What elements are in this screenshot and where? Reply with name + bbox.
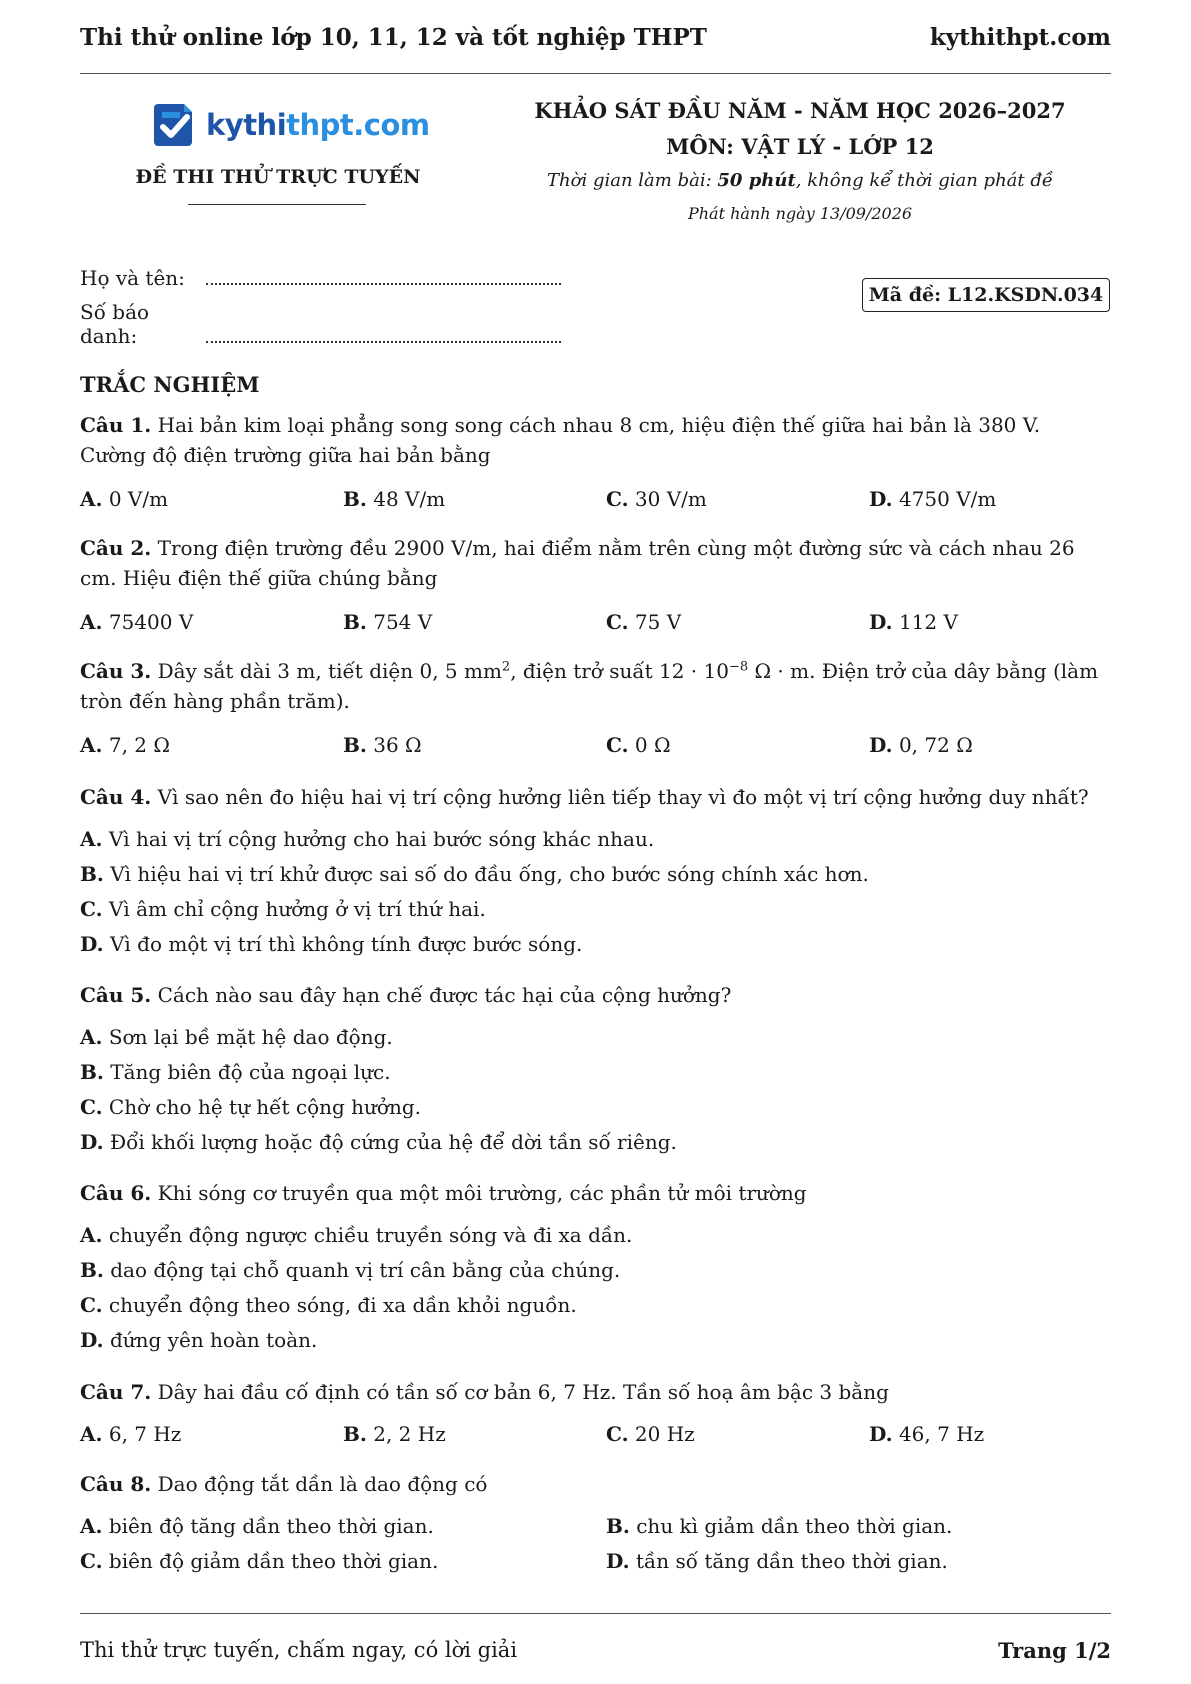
header-divider [80, 73, 1111, 74]
logo [150, 100, 430, 150]
exam-subject: MÔN: VẬT LÝ - LỚP 12 [666, 134, 934, 159]
option: A. Vì hai vị trí cộng hưởng cho hai bước sóng khác nhau. [80, 827, 655, 851]
option: B. chu kì giảm dần theo thời gian. [606, 1514, 953, 1538]
option: C. 20 Hz [606, 1422, 695, 1446]
option: D. Vì đo một vị trí thì không tính được bước sóng. [80, 932, 583, 956]
exam-release-date: Phát hành ngày 13/09/2026 [687, 204, 913, 223]
option: C. Chờ cho hệ tự hết cộng hưởng. [80, 1095, 422, 1119]
option: B. 36 Ω [343, 733, 422, 757]
option: A. 75400 V [80, 610, 194, 634]
option: D. 4750 V/m [869, 487, 997, 511]
question-3: Câu 3. Dây sắt dài 3 m, tiết diện 0, 5 $mm^2$, điện trở suất $12 \cdot 10^{-8}$ Ω · m. Điện trở của dây bằng (làm tròn đến hàng phần trăm). [80, 659, 1099, 713]
page-number: Trang 1/2 [998, 1638, 1111, 1663]
exam-code-box: Mã đề: L12.KSDN.034 [862, 278, 1110, 312]
header-title: Thi thử online lớp 10, 11, 12 và tốt nghiệp THPT [80, 24, 707, 51]
option: C. 0 Ω [606, 733, 671, 757]
exam-title: KHẢO SÁT ĐẦU NĂM - NĂM HỌC 2026–2027 [534, 98, 1066, 123]
question-2: Câu 2. Trong điện trường đều 2900 V/m, hai điểm nằm trên cùng một đường sức và cách nhau 26 cm. Hiệu điện thế giữa chúng bằng [80, 536, 1075, 590]
option: B. 2, 2 Hz [343, 1422, 446, 1446]
option: A. 0 V/m [80, 487, 169, 511]
option: A. chuyển động ngược chiều truyền sóng và đi xa dần. [80, 1223, 633, 1247]
question-6: Câu 6. Khi sóng cơ truyền qua một môi trường, các phần tử môi trường [80, 1181, 807, 1205]
exam-type: ĐỀ THI THỬ TRỰC TUYẾN [135, 166, 421, 188]
check-document-icon [150, 100, 200, 150]
option: D. 112 V [869, 610, 958, 634]
option: C. 30 V/m [606, 487, 707, 511]
option: B. Tăng biên độ của ngoại lực. [80, 1060, 391, 1084]
option: D. đứng yên hoàn toàn. [80, 1328, 318, 1352]
option: A. biên độ tăng dần theo thời gian. [80, 1514, 434, 1538]
question-8: Câu 8. Dao động tắt dần là dao động có [80, 1472, 488, 1496]
option: D. 46, 7 Hz [869, 1422, 985, 1446]
option: B. dao động tại chỗ quanh vị trí cân bằng của chúng. [80, 1258, 621, 1282]
id-field: Số báo danh: [80, 300, 561, 348]
question-1: Câu 1. Hai bản kim loại phẳng song song cách nhau 8 cm, hiệu điện thế giữa hai bản là 380 V. Cường độ điện trường giữa hai bản bằng [80, 413, 1041, 467]
option: A. 7, 2 Ω [80, 733, 170, 757]
option: D. Đổi khối lượng hoặc độ cứng của hệ để dời tần số riêng. [80, 1130, 677, 1154]
option: D. 0, 72 Ω [869, 733, 973, 757]
name-field: Họ và tên: [80, 266, 561, 290]
option: C. chuyển động theo sóng, đi xa dần khỏi nguồn. [80, 1293, 577, 1317]
header-site: kythithpt.com [929, 24, 1111, 51]
exam-type-underline [188, 204, 366, 205]
option: C. 75 V [606, 610, 682, 634]
logo-text: kythithpt.com [206, 108, 430, 142]
footer-text: Thi thử trực tuyến, chấm ngay, có lời giải [80, 1638, 518, 1662]
option: B. 48 V/m [343, 487, 446, 511]
footer-divider [80, 1613, 1111, 1614]
option: B. 754 V [343, 610, 433, 634]
option: D. tần số tăng dần theo thời gian. [606, 1549, 948, 1573]
option: A. Sơn lại bề mặt hệ dao động. [80, 1025, 393, 1049]
question-5: Câu 5. Cách nào sau đây hạn chế được tác hại của cộng hưởng? [80, 983, 732, 1007]
section-title: TRẮC NGHIỆM [80, 372, 260, 397]
option: C. biên độ giảm dần theo thời gian. [80, 1549, 439, 1573]
option: B. Vì hiệu hai vị trí khử được sai số do đầu ống, cho bước sóng chính xác hơn. [80, 862, 869, 886]
exam-time: Thời gian làm bài: 50 phút, không kể thời gian phát đề [547, 170, 1053, 191]
question-4: Câu 4. Vì sao nên đo hiệu hai vị trí cộng hưởng liên tiếp thay vì đo một vị trí cộng hưởng duy nhất? [80, 785, 1089, 809]
option: A. 6, 7 Hz [80, 1422, 182, 1446]
question-7: Câu 7. Dây hai đầu cố định có tần số cơ bản 6, 7 Hz. Tần số hoạ âm bậc 3 bằng [80, 1380, 889, 1404]
option: C. Vì âm chỉ cộng hưởng ở vị trí thứ hai. [80, 897, 486, 921]
